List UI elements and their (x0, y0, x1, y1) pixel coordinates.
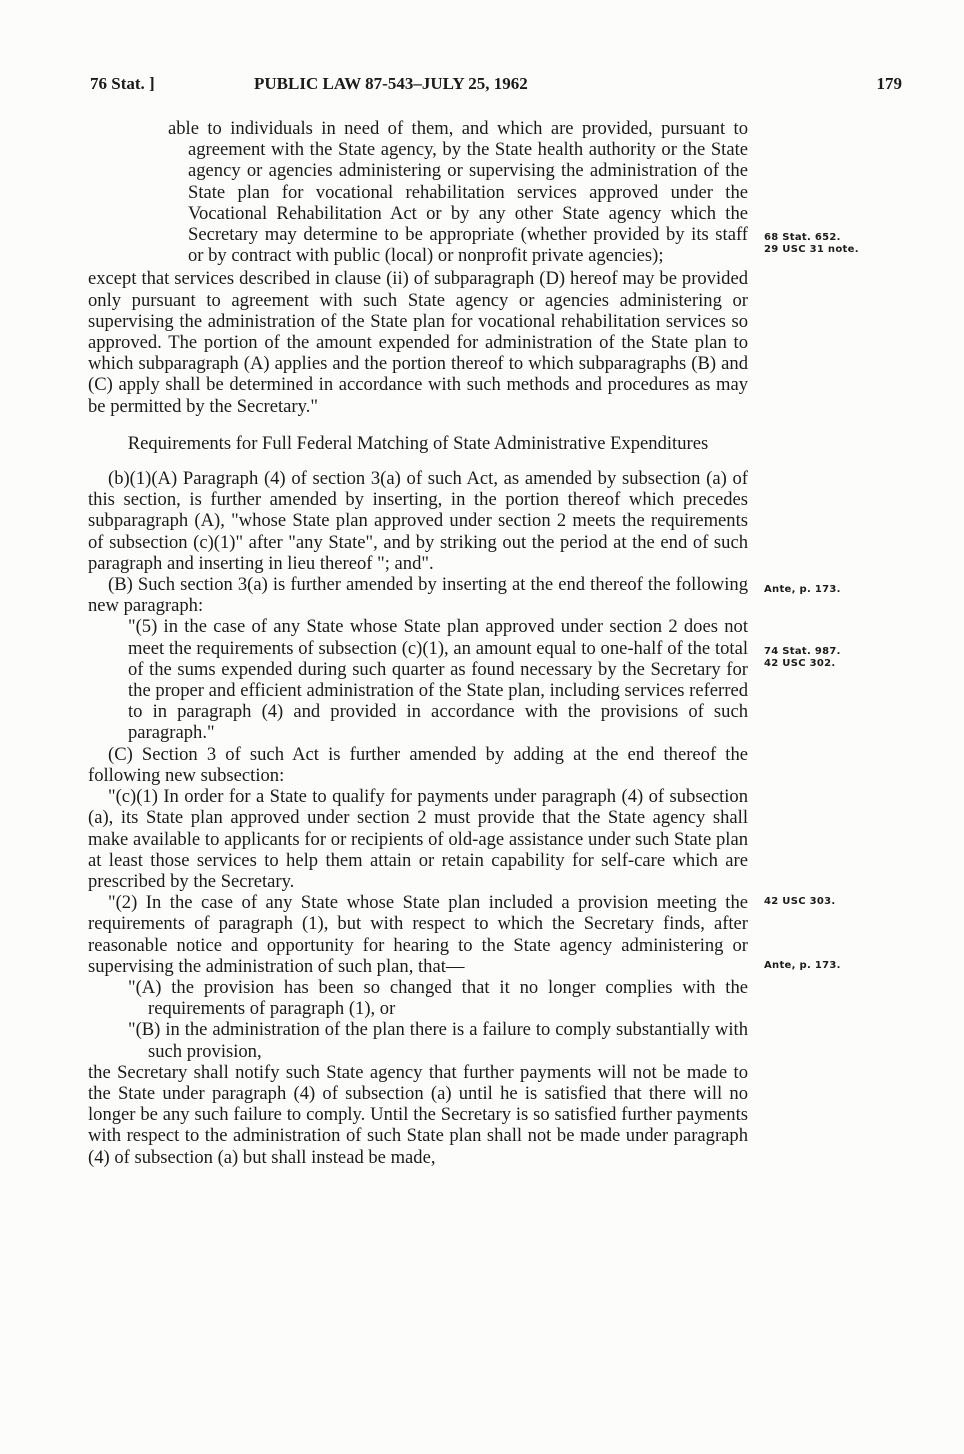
header-volume: 76 Stat. ] (90, 74, 155, 93)
page-body (88, 118, 748, 1168)
margin-note-line: 42 USC 302. (764, 658, 836, 669)
margin-note-line: Ante, p. 173. (764, 960, 841, 971)
margin-note-ante-173-b (764, 960, 841, 972)
header-title: PUBLIC LAW 87-543–JULY 25, 1962 (254, 74, 528, 93)
paragraph-c1: "(c)(1) In order for a State to qualify for payments under paragraph (4) of subsection (a), its State plan approved under section 2 must provide that the State agency shall make available to applicants for or recipients of old-age assistance under such State plan at least those services to help them attain or retain capability for self-care which are prescribed by the Secretary. (88, 786, 748, 892)
margin-note-line: Ante, p. 173. (764, 584, 841, 595)
paragraph-c2: "(2) In the case of any State whose State plan included a provision meeting the requirements of paragraph (1), but with respect to which the Secretary finds, after reasonable notice and opportunity for hearing to the State agency administering or supervising the administration of such plan, that— (88, 892, 748, 977)
paragraph-b1a: (b)(1)(A) Paragraph (4) of section 3(a) of such Act, as amended by subsection (a) of this section, is further amended by inserting, in the portion thereof which precedes subparagraph (A), "whose State plan approved under section 2 meets the requirements of subsection (c)(1)" after "any State", and by striking out the period at the end of such paragraph and inserting in lieu thereof "; and". (88, 468, 748, 574)
margin-note-line: 74 Stat. 987. (764, 646, 841, 657)
paragraph-except: except that services described in clause (ii) of subparagraph (D) hereof may be provided only pursuant to agreement with such State agency or agencies administering or supervising the administration of the State plan for vocational rehabilitation services so approved. The portion of the amount expended for administration of the State plan to which subparagraph (A) applies and the portion thereof to which subparagraphs (B) and (C) apply shall be determined in accordance with such methods and procedures as may be permitted by the Secretary." (88, 268, 748, 417)
margin-note-68-stat (764, 232, 859, 256)
margin-note-42-usc-303 (764, 896, 836, 908)
paragraph-secretary-notify: the Secretary shall notify such State agency that further payments will not be made to the State under paragraph (4) of subsection (a) until he is satisfied that there will no longer be any such failure to comply. Until the Secretary is so satisfied further payments with respect to the administration of such State plan shall not be made under paragraph (4) of subsection (a) but shall instead be made, (88, 1061, 748, 1168)
margin-note-ante-173-a (764, 584, 841, 596)
paragraph-b1b: (B) Such section 3(a) is further amended by inserting at the end thereof the following new paragraph: (88, 574, 748, 617)
paragraph-c2-b: "(B) in the administration of the plan there is a failure to comply substantially with such provision, (128, 1019, 748, 1062)
page-number: 179 (876, 74, 902, 93)
paragraph-quoted-5: "(5) in the case of any State whose State plan approved under section 2 does not meet the requirements of subsection (c)(1), an amount equal to one-half of the total of the sums expended during such quarter as found necessary by the Secretary for the proper and efficient administration of the State plan, including services referred to in paragraph (4) and provided in accordance with the provisions of such paragraph." (128, 616, 748, 744)
margin-note-line: 68 Stat. 652. (764, 232, 841, 243)
paragraph-c2-a: "(A) the provision has been so changed that it no longer complies with the requirements of paragraph (1), or (128, 976, 748, 1020)
paragraph-continuation: able to individuals in need of them, and which are provided, pursuant to agreement with the State agency, by the State health authority or the State agency or agencies administering or supervising the administration of the State plan for vocational rehabilitation services approved under the Vocational Rehabilitation Act or by any other State agency which the Secretary may determine to be appropriate (whether provided by its staff or by contract with public (local) or nonprofit private agencies); (168, 118, 748, 267)
paragraph-b1c: (C) Section 3 of such Act is further amended by adding at the end thereof the following new subsection: (88, 743, 748, 786)
section-heading: Requirements for Full Federal Matching of State Administrative Expenditures (127, 432, 709, 454)
margin-note-line: 42 USC 303. (764, 896, 836, 907)
margin-note-74-stat (764, 646, 841, 670)
margin-note-line: 29 USC 31 note. (764, 244, 859, 255)
page-header (90, 74, 902, 98)
